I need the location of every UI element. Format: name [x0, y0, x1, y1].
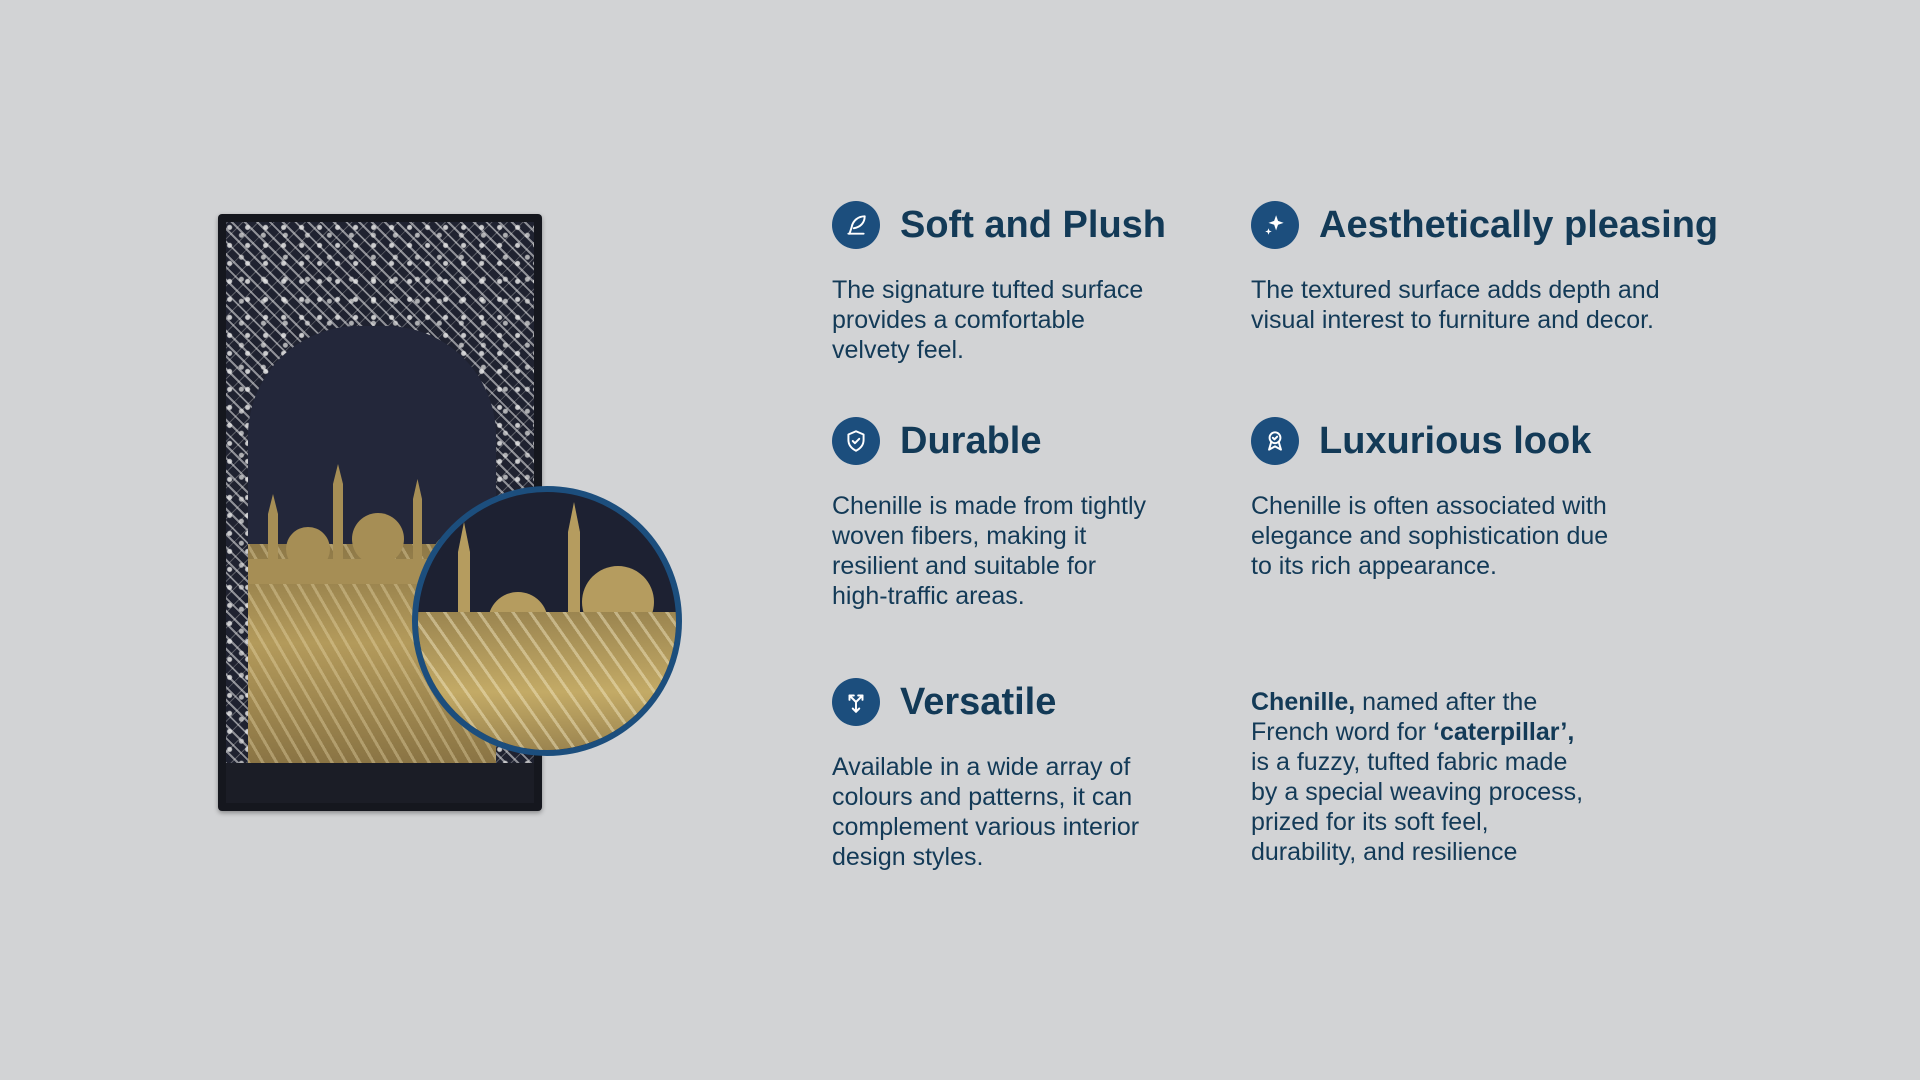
feature-title: Soft and Plush [900, 203, 1166, 246]
chenille-definition [1251, 687, 1651, 867]
feature-versatile [832, 678, 1232, 872]
definition-text: French word for [1251, 718, 1434, 746]
feature-description [832, 752, 1232, 872]
arrows-split-icon [832, 678, 880, 726]
description-line: Chenille is made from tightly [832, 492, 1147, 520]
award-ribbon-icon [1251, 417, 1299, 465]
definition-text: named after the [1355, 688, 1538, 716]
chenille-term: Chenille, [1251, 688, 1356, 716]
description-line: Available in a wide array of [832, 753, 1131, 781]
feature-soft-and-plush [832, 201, 1232, 365]
feature-description [832, 275, 1232, 365]
description-line: velvety feel. [832, 336, 965, 364]
feature-description [1251, 491, 1751, 581]
description-line: visual interest to furniture and decor. [1251, 306, 1655, 334]
feature-title: Versatile [900, 680, 1057, 723]
product-illustration [200, 200, 680, 840]
description-line: The textured surface adds depth and [1251, 276, 1660, 304]
description-line: high-traffic areas. [832, 582, 1025, 610]
feature-title: Luxurious look [1319, 419, 1592, 462]
zoom-gold-calligraphy [418, 612, 676, 756]
feature-title: Durable [900, 419, 1042, 462]
feature-title: Aesthetically pleasing [1319, 203, 1719, 246]
definition-line: prized for its soft feel, [1251, 808, 1489, 836]
description-line: Chenille is often associated with [1251, 492, 1607, 520]
description-line: colours and patterns, it can [832, 783, 1133, 811]
description-line: complement various interior [832, 813, 1140, 841]
definition-line: by a special weaving process, [1251, 778, 1584, 806]
feature-description [1251, 275, 1771, 335]
feature-durable [832, 417, 1232, 611]
description-line: resilient and suitable for [832, 552, 1097, 580]
feature-luxurious-look [1251, 417, 1751, 581]
feature-aesthetically-pleasing [1251, 201, 1771, 335]
description-line: The signature tufted surface [832, 276, 1144, 304]
caterpillar-term: ‘caterpillar’, [1433, 718, 1575, 746]
feather-icon [832, 201, 880, 249]
definition-line [1251, 717, 1651, 747]
description-line: woven fibers, making it [832, 522, 1087, 550]
shield-check-icon [832, 417, 880, 465]
definition-line: is a fuzzy, tufted fabric made [1251, 748, 1568, 776]
definition-line: durability, and resilience [1251, 838, 1518, 866]
definition-line [1251, 687, 1651, 717]
sparkle-icon [1251, 201, 1299, 249]
description-line: elegance and sophistication due [1251, 522, 1609, 550]
feature-description [832, 491, 1232, 611]
rug-bottom-border [226, 763, 534, 803]
fabric-detail-zoom [412, 486, 682, 756]
description-line: design styles. [832, 843, 984, 871]
description-line: to its rich appearance. [1251, 552, 1497, 580]
description-line: provides a comfortable [832, 306, 1085, 334]
